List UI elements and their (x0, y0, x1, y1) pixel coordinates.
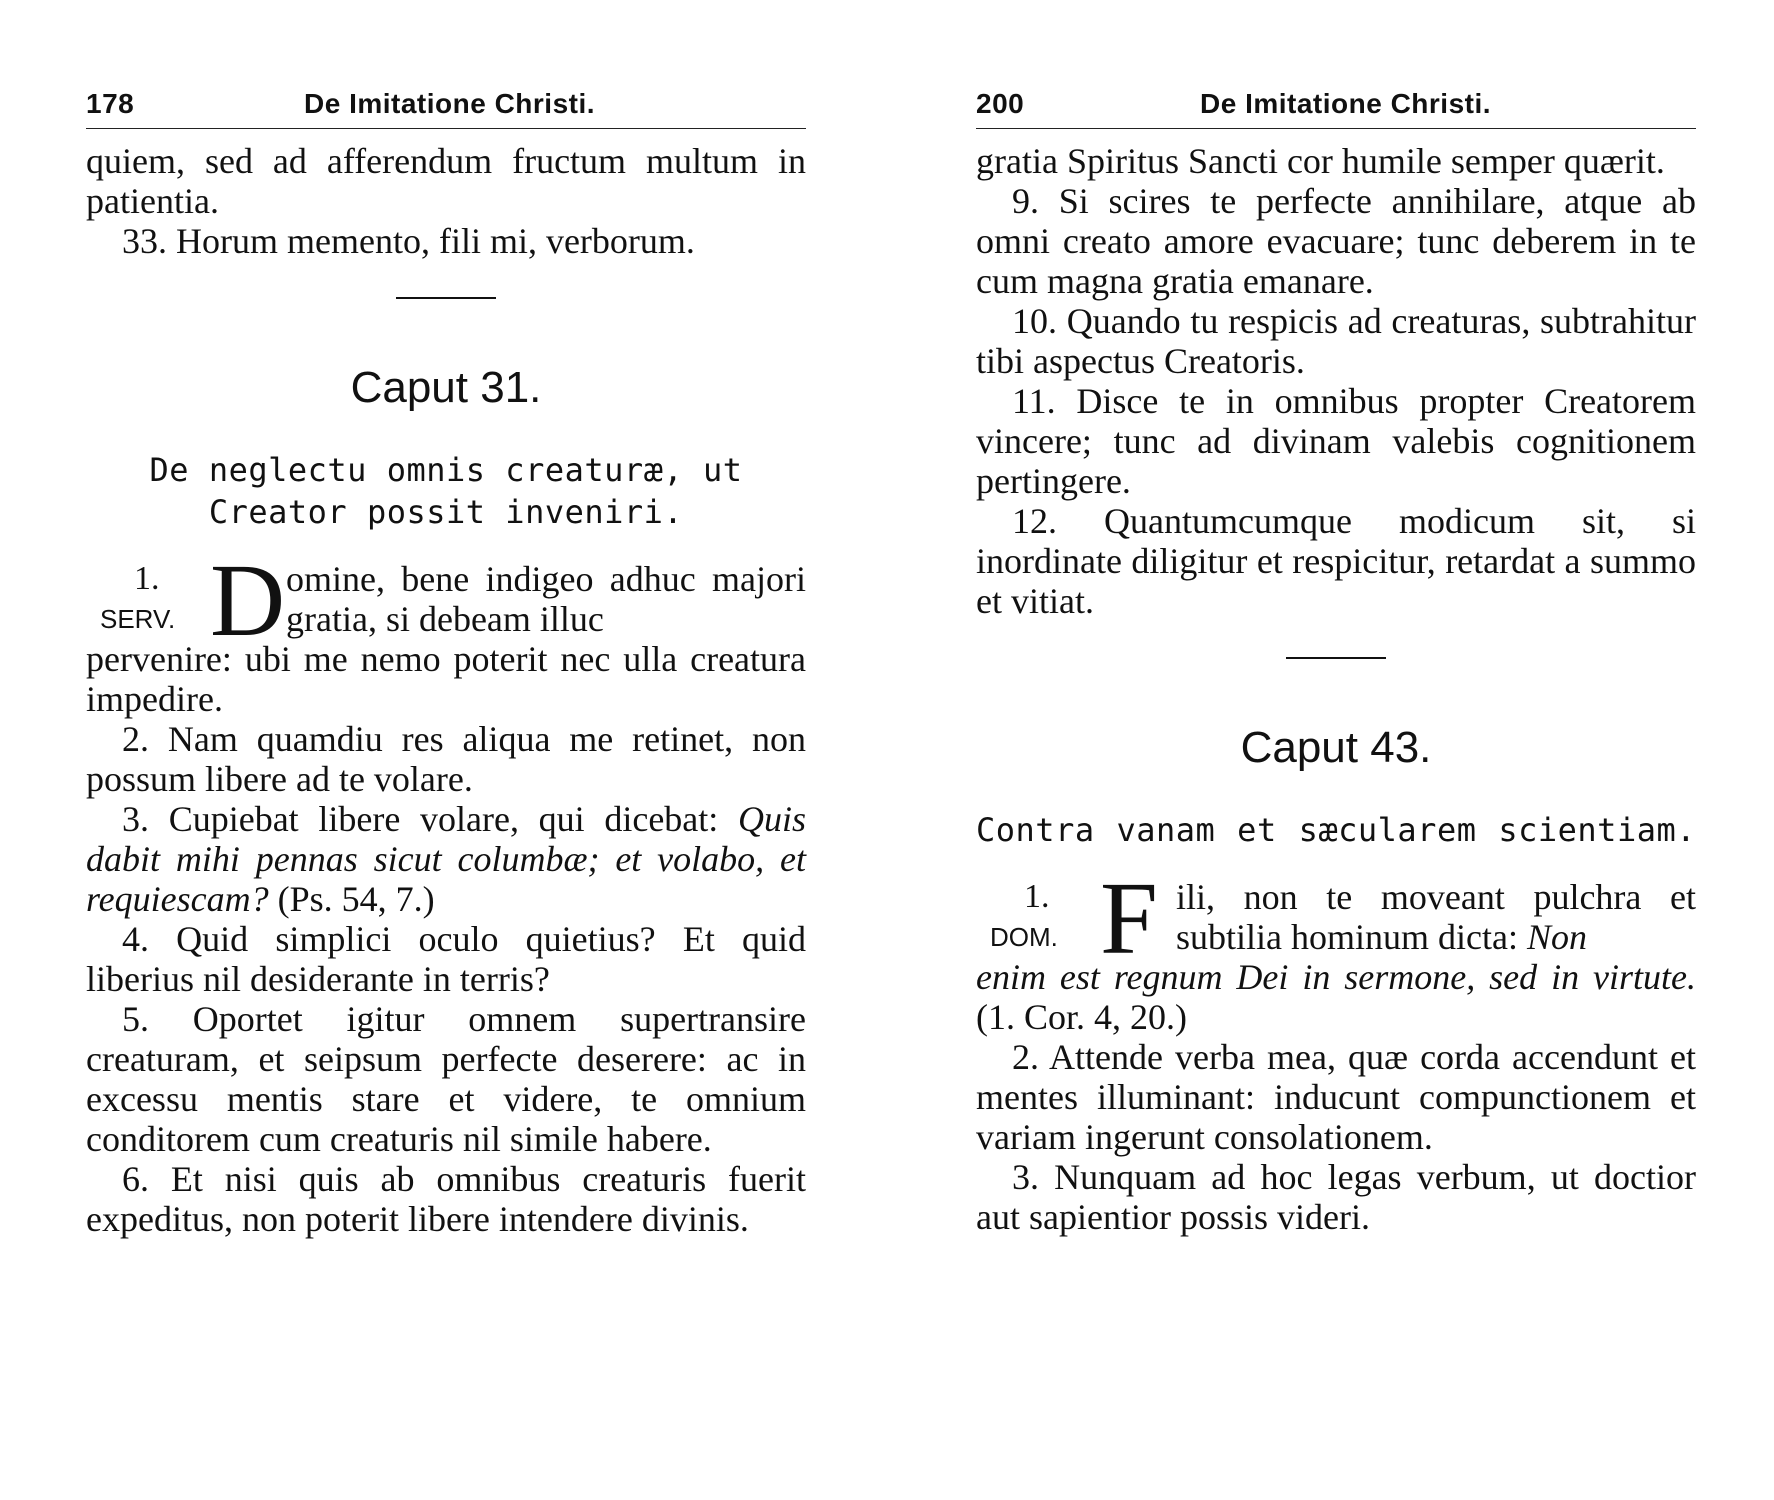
left-page (86, 80, 806, 1239)
verse-3-text: 3. Cupiebat libere volare, qui dicebat: (122, 799, 719, 839)
speaker-label: DOM. (990, 922, 1058, 952)
verse-3 (86, 799, 806, 919)
verse-6: 6. Et nisi quis ab omnibus creaturis fuerit expeditus, non poterit libere intendere divinis. (86, 1159, 806, 1239)
right-page (976, 80, 1696, 1237)
verse-11: 11. Disce te in omnibus propter Creatorem vincere; tunc ad divinam valebis cognitionem pertingere. (976, 381, 1696, 501)
chapter-subtitle: Contra vanam et sæcularem scientiam. (976, 811, 1696, 849)
chapter-body (976, 861, 1696, 1237)
verse-lead (976, 877, 1096, 957)
verse-1-opening: omine, bene indigeo adhuc majori gratia, si debeam illuc (286, 559, 806, 639)
verse-10: 10. Quando tu respicis ad creaturas, subtrahitur tibi aspectus Creatoris. (976, 301, 1696, 381)
verse-lead (86, 559, 206, 639)
verse-number: 1. (1024, 878, 1050, 915)
running-title: De Imitatione Christi. (1200, 88, 1492, 119)
continuation-text: gratia Spiritus Sancti cor humile semper quærit. (976, 141, 1665, 181)
running-head (86, 80, 806, 120)
verse-1-opening-text: ili, non te moveant pulchra et subtilia hominum dicta: (1176, 877, 1696, 957)
verse-2: 2. Attende verba mea, quæ corda accendunt et mentes illuminant: inducunt compunctionem et variam ingerunt consolationem. (976, 1037, 1696, 1157)
verse-3-quote: Quis dabit mihi pennas sicut columbæ; et volabo, et requiescam? (86, 799, 807, 919)
page-number: 178 (86, 88, 135, 119)
verse-2: 2. Nam quamdiu res aliqua me retinet, non possum libere ad te volare. (86, 719, 806, 799)
drop-cap: D (210, 543, 286, 658)
verse-1 (976, 861, 1696, 1037)
verse-1-quote: enim est regnum Dei in sermone, sed in virtute. (976, 957, 1696, 997)
body-text (976, 141, 1696, 621)
verse-1-opening-italic: Non (1526, 917, 1587, 957)
verse-3: 3. Nunquam ad hoc legas verbum, ut doctior aut sapientior possis videri. (976, 1157, 1696, 1237)
verse-1-opening (1176, 877, 1696, 957)
verse-5: 5. Oportet igitur omnem supertransire creaturam, et seipsum perfecte deserere: ac in excessu mentis stare et videre, te omnium conditorem cum creaturis nil simile habere. (86, 999, 806, 1159)
header-rule (976, 128, 1696, 129)
chapter-title: Caput 43. (1240, 723, 1432, 772)
section-separator (1286, 657, 1386, 659)
verse-1-rest: pervenire: ubi me nemo poterit nec ulla creatura impedire. (86, 639, 806, 719)
drop-cap: F (1100, 861, 1158, 976)
running-head (976, 80, 1696, 120)
page-number: 200 (976, 88, 1025, 119)
chapter-title: Caput 31. (350, 363, 542, 412)
verse-9: 9. Si scires te perfecte annihilare, atque ab omni creato amore evacuare; tunc deberem in te cum magna gratia emanare. (976, 181, 1696, 301)
chapter-body (86, 543, 807, 1239)
continuation-text: quiem, sed ad afferendum fructum multum in patientia. (86, 141, 806, 221)
body-text (86, 141, 806, 261)
verse-3-reference: (Ps. 54, 7.) (277, 879, 435, 919)
header-rule (86, 128, 806, 129)
verse-4: 4. Quid simplici oculo quietius? Et quid liberius nil desiderante in terris? (86, 919, 806, 999)
running-title: De Imitatione Christi. (304, 88, 596, 119)
chapter-subtitle: De neglectu omnis creaturæ, ut Creator possit inveniri. (149, 451, 743, 531)
section-separator (396, 297, 496, 299)
speaker-label: SERV. (100, 604, 176, 634)
verse-1 (86, 543, 806, 719)
verse-33: 33. Horum memento, fili mi, verborum. (122, 221, 695, 261)
verse-12: 12. Quantumcumque modicum sit, si inordinate diligitur et respicitur, retardat a summo et vitiat. (976, 501, 1696, 621)
verse-number: 1. (134, 560, 160, 597)
verse-1-rest (976, 957, 1696, 1037)
verse-1-reference: (1. Cor. 4, 20.) (976, 997, 1187, 1037)
